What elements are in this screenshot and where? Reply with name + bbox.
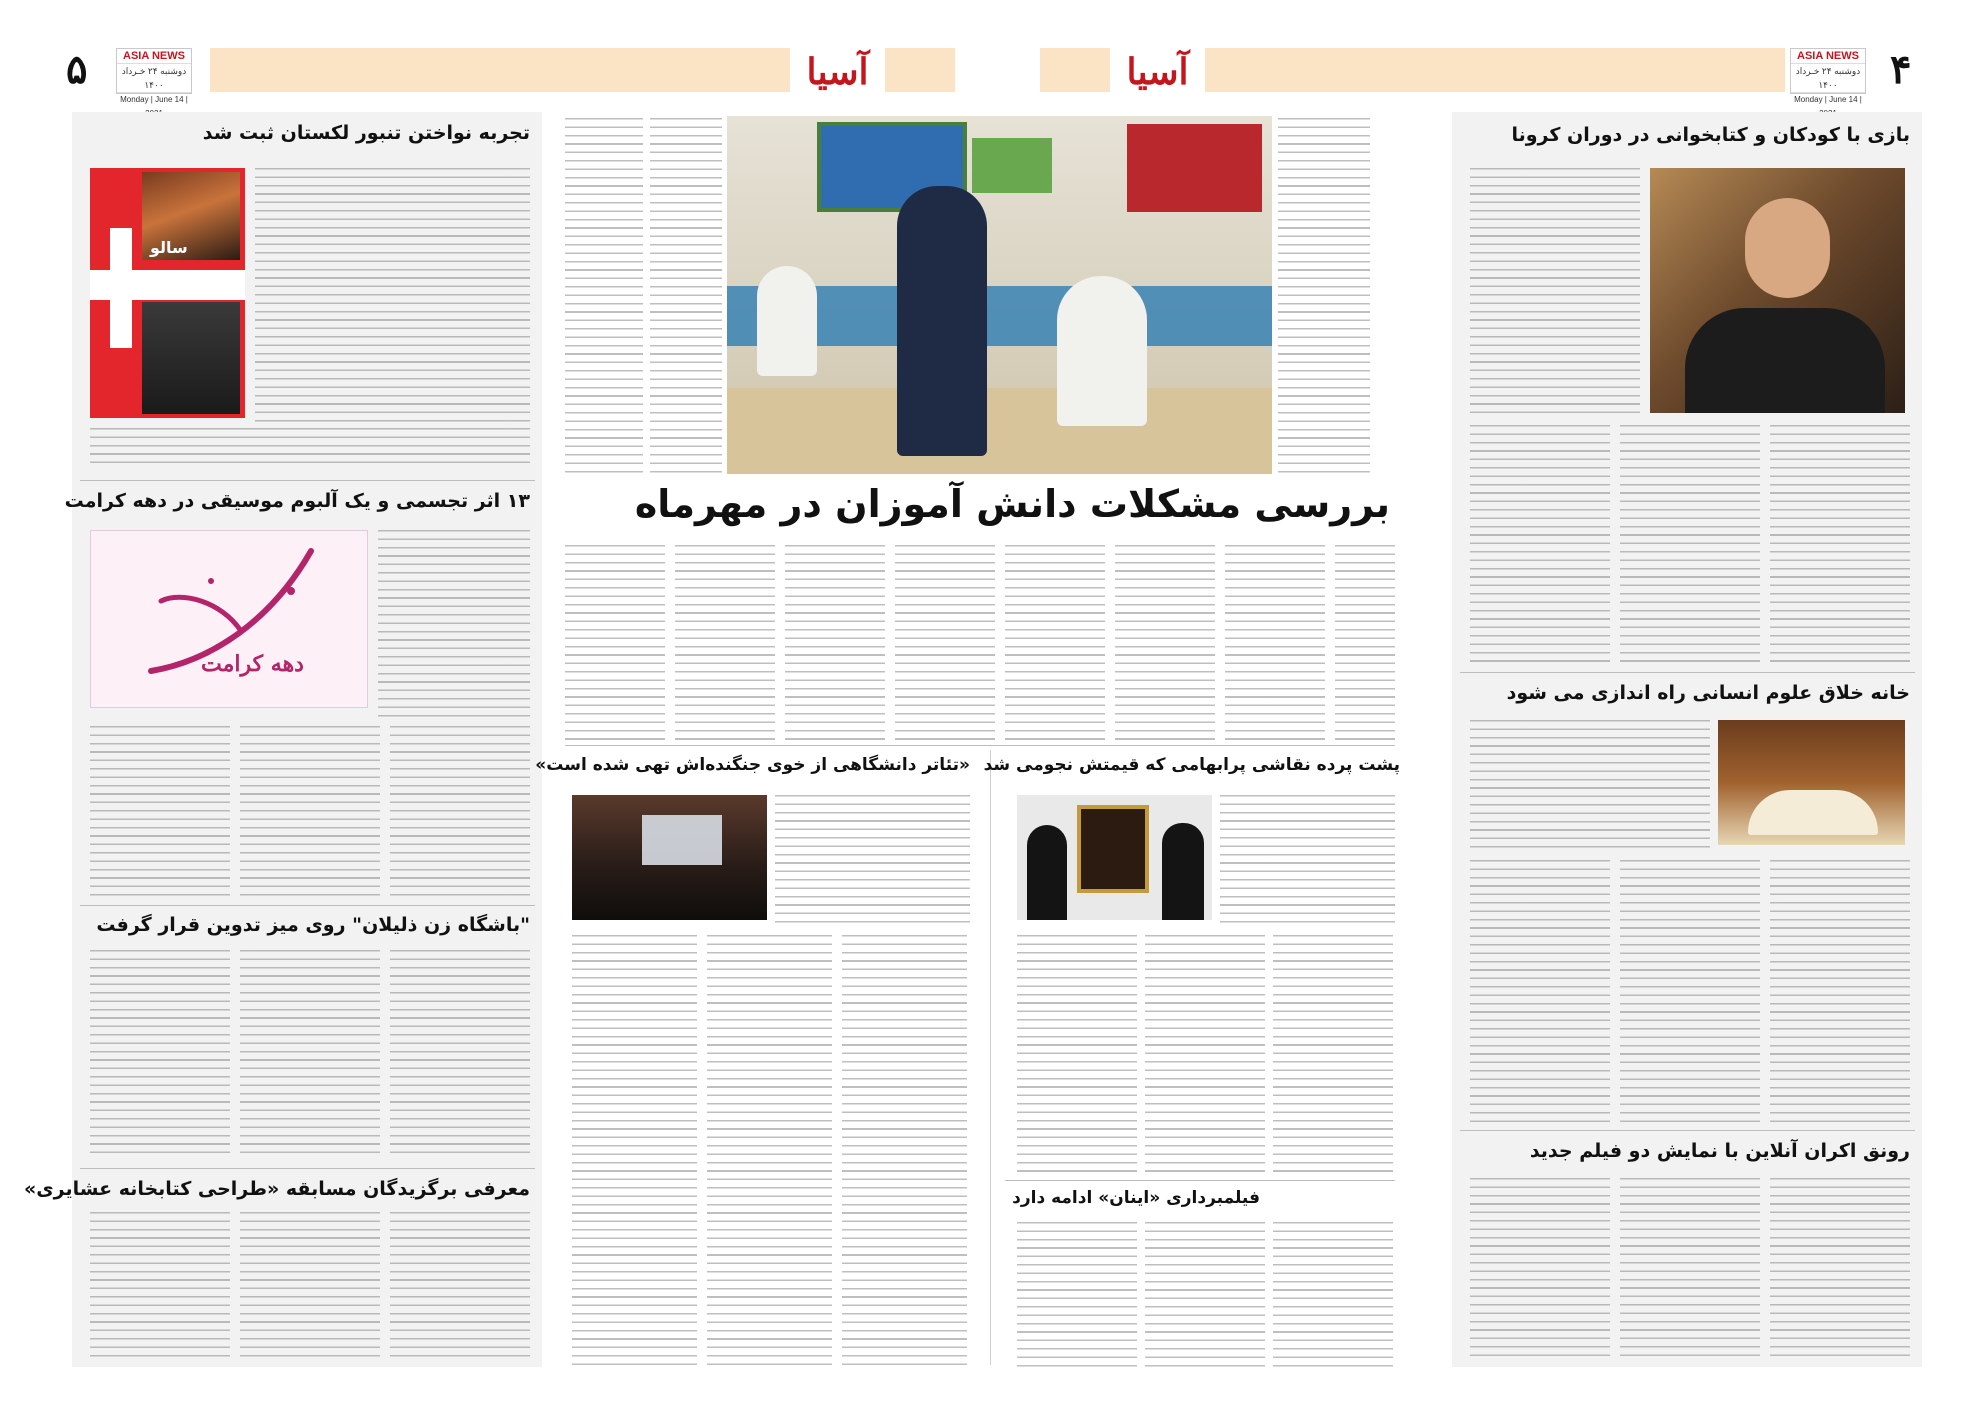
article-teatr-text-b <box>707 935 832 1365</box>
article-naghashi-text-b <box>1145 935 1265 1175</box>
article-khaneh-text-side <box>1470 720 1710 850</box>
student-right-figure <box>1057 276 1147 426</box>
center-vertical-rule <box>990 750 991 1365</box>
divider <box>80 905 535 906</box>
painting-frame <box>1077 805 1149 893</box>
article-mehr-col-4 <box>565 545 665 745</box>
date-box-left <box>116 48 192 104</box>
brand-label: ASIA NEWS <box>1797 50 1859 62</box>
divider <box>80 1168 535 1169</box>
theatre-screen <box>642 815 722 865</box>
divider <box>1460 672 1915 673</box>
headline-ainan: فیلمبرداری «اینان» ادامه دارد <box>1012 1188 1260 1208</box>
article-ashayeri-text-b <box>240 1212 380 1362</box>
article-mehr-col-5 <box>675 545 775 745</box>
headline-teatr: «تئاتر دانشگاهی از خوی جنگنده‌اش تهی شده است» <box>535 755 970 775</box>
article-tanbour-text <box>255 168 530 423</box>
painting-photo <box>1017 795 1212 920</box>
article-khaneh-text-b <box>1620 860 1760 1125</box>
article-ashayeri-text-a <box>90 1212 230 1362</box>
article-naghashi-text-a <box>1017 935 1137 1175</box>
article-online-text-b <box>1620 1178 1760 1363</box>
karamat-calligraphy-icon <box>91 531 368 708</box>
open-book <box>1748 790 1878 835</box>
headline-zelilan: "باشگاه زن ذلیلان" روی میز تدوین قرار گرفت <box>96 914 530 936</box>
headline-ashayeri: معرفی برگزیدگان مسابقه «طراحی کتابخانه عشایری» <box>23 1178 530 1200</box>
masthead-logo-right: آسیا <box>1126 51 1189 93</box>
divider <box>565 745 1395 746</box>
article-naghashi-text-c <box>1273 935 1393 1175</box>
classroom-photo <box>727 116 1272 474</box>
article-zelilan-text-b <box>240 950 380 1160</box>
page-number-right: ۴ <box>1890 46 1912 93</box>
article-mehr-col-1 <box>565 118 643 478</box>
headline-khaneh: خانه خلاق علوم انسانی راه اندازی می شود <box>1506 682 1910 704</box>
article-koodakan-text-b <box>1620 425 1760 665</box>
article-zelilan-text-a <box>90 950 230 1160</box>
article-ainan-text-c <box>1273 1222 1393 1367</box>
article-mehr-col-10 <box>1225 545 1325 745</box>
article-online-text-c <box>1770 1178 1910 1363</box>
divider <box>80 480 535 481</box>
article-tanbour-text-b <box>90 428 530 468</box>
masthead-band-left-b <box>885 48 955 92</box>
article-teatr-text-a <box>572 935 697 1365</box>
masthead-logo-left: آسیا <box>806 51 869 93</box>
article-zelilan-text-c <box>390 950 530 1160</box>
date-en: Monday | June 14 | <box>120 95 188 104</box>
album-title: سالو <box>150 238 188 257</box>
board-red <box>1127 124 1262 212</box>
album-photo-bottom <box>142 302 240 414</box>
portrait-photo <box>1650 168 1905 413</box>
headline-tanbour: تجربه نواختن تنبور لکستان ثبت شد <box>202 122 530 144</box>
viewer-right-figure <box>1162 823 1204 920</box>
article-mehr-col-2 <box>650 118 722 478</box>
page-number-left: ۵ <box>66 46 88 93</box>
brand-label: ASIA NEWS <box>123 50 185 62</box>
article-mehr-col-3 <box>1278 118 1370 478</box>
date-en: Monday | June 14 | <box>1794 95 1862 104</box>
theatre-photo <box>572 795 767 920</box>
portrait-suit <box>1685 308 1885 413</box>
article-mehr-col-11 <box>1335 545 1395 745</box>
article-karamat-text-a <box>90 726 230 898</box>
headline-karamat: ۱۳ اثر تجسمی و یک آلبوم موسیقی در دهه کرامت <box>64 490 530 512</box>
masthead-band-right-a <box>1040 48 1110 92</box>
headline-mehr: بررسی مشکلات دانش آموزان در مهرماه <box>634 482 1390 526</box>
date-box-right <box>1790 48 1866 104</box>
album-white-cross-v <box>110 228 132 348</box>
headline-online: رونق اکران آنلاین با نمایش دو فیلم جدید <box>1529 1140 1910 1162</box>
student-left-figure <box>757 266 817 376</box>
masthead-band-left-a <box>210 48 790 92</box>
article-naghashi-text-side <box>1220 795 1395 925</box>
article-teatr-text-side <box>775 795 970 925</box>
date-fa: دوشنبه ۲۴ خـرداد ۱۴۰۰ <box>1791 63 1865 93</box>
divider <box>1460 1130 1915 1131</box>
date-fa: دوشنبه ۲۴ خـرداد ۱۴۰۰ <box>117 63 191 93</box>
portrait-face <box>1745 198 1830 298</box>
board-green <box>972 138 1052 193</box>
article-mehr-col-9 <box>1115 545 1215 745</box>
viewer-left-figure <box>1027 825 1067 920</box>
article-koodakan-text-c <box>1770 425 1910 665</box>
article-koodakan-text-side <box>1470 168 1640 413</box>
karamat-label: دهه کرامت <box>201 651 304 677</box>
album-cover <box>90 168 245 418</box>
dahe-karamat-graphic <box>90 530 368 708</box>
article-khaneh-text-a <box>1470 860 1610 1125</box>
article-mehr-col-8 <box>1005 545 1105 745</box>
headline-naghashi: پشت پرده نقاشی پرابهامی که قیمتش نجومی شد <box>983 755 1400 775</box>
article-ainan-text-a <box>1017 1222 1137 1367</box>
desk-front <box>727 388 1272 474</box>
headline-koodakan: بازی با کودکان و کتابخوانی در دوران کرونا <box>1511 124 1910 146</box>
article-online-text-a <box>1470 1178 1610 1363</box>
article-teatr-text-c <box>842 935 967 1365</box>
article-mehr-col-7 <box>895 545 995 745</box>
books-photo <box>1718 720 1905 845</box>
article-karamat-text-b <box>240 726 380 898</box>
divider <box>1005 1180 1395 1181</box>
article-mehr-col-6 <box>785 545 885 745</box>
article-karamat-text-c <box>390 726 530 898</box>
masthead-band-right-b <box>1205 48 1785 92</box>
article-karamat-text-right <box>378 530 530 720</box>
article-koodakan-text-a <box>1470 425 1610 665</box>
article-ashayeri-text-c <box>390 1212 530 1362</box>
teacher-figure <box>897 186 987 456</box>
article-ainan-text-b <box>1145 1222 1265 1367</box>
article-khaneh-text-c <box>1770 860 1910 1125</box>
